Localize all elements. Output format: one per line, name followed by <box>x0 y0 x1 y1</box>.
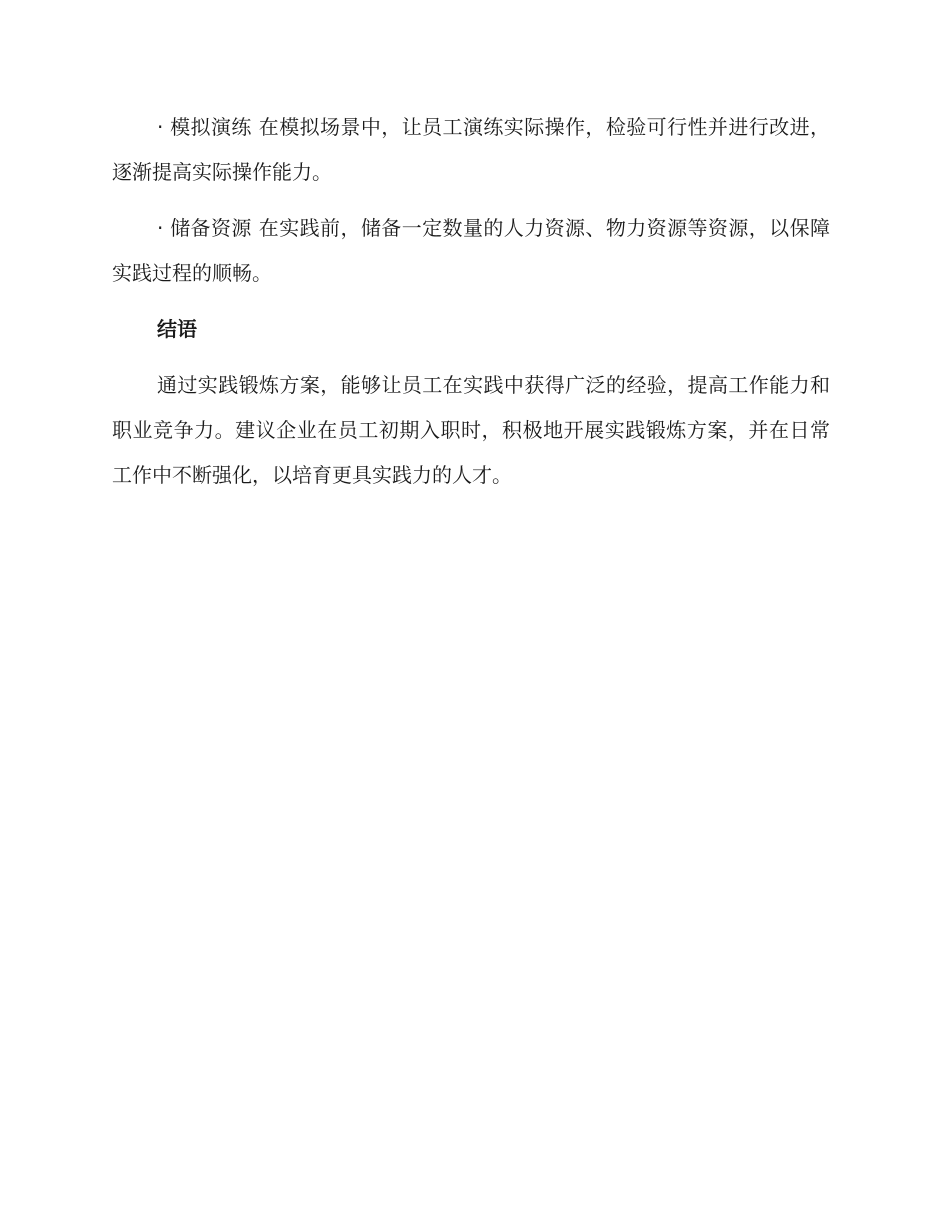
bullet-term: · 储备资源 <box>157 216 252 240</box>
bullet-item-reserve-resources <box>112 206 830 296</box>
bullet-text: 在模拟场景中，让员工演练实际操作，检验可行性并进行改进，逐渐提高实际操作能力。 <box>112 115 831 184</box>
conclusion-paragraph: 通过实践锻炼方案，能够让员工在实践中获得广泛的经验，提高工作能力和职业竞争力。建议企业在员工初期入职时，积极地开展实践锻炼方案，并在日常工作中不断强化，以培育更具实践力的人才。 <box>112 373 830 487</box>
bullet-term: · 模拟演练 <box>157 115 252 139</box>
bullet-text: 在实践前，储备一定数量的人力资源、物力资源等资源，以保障实践过程的顺畅。 <box>112 216 831 285</box>
bullet-item-simulation-drill <box>112 105 830 195</box>
conclusion-heading: 结语 <box>157 317 197 341</box>
document-page <box>112 105 830 498</box>
